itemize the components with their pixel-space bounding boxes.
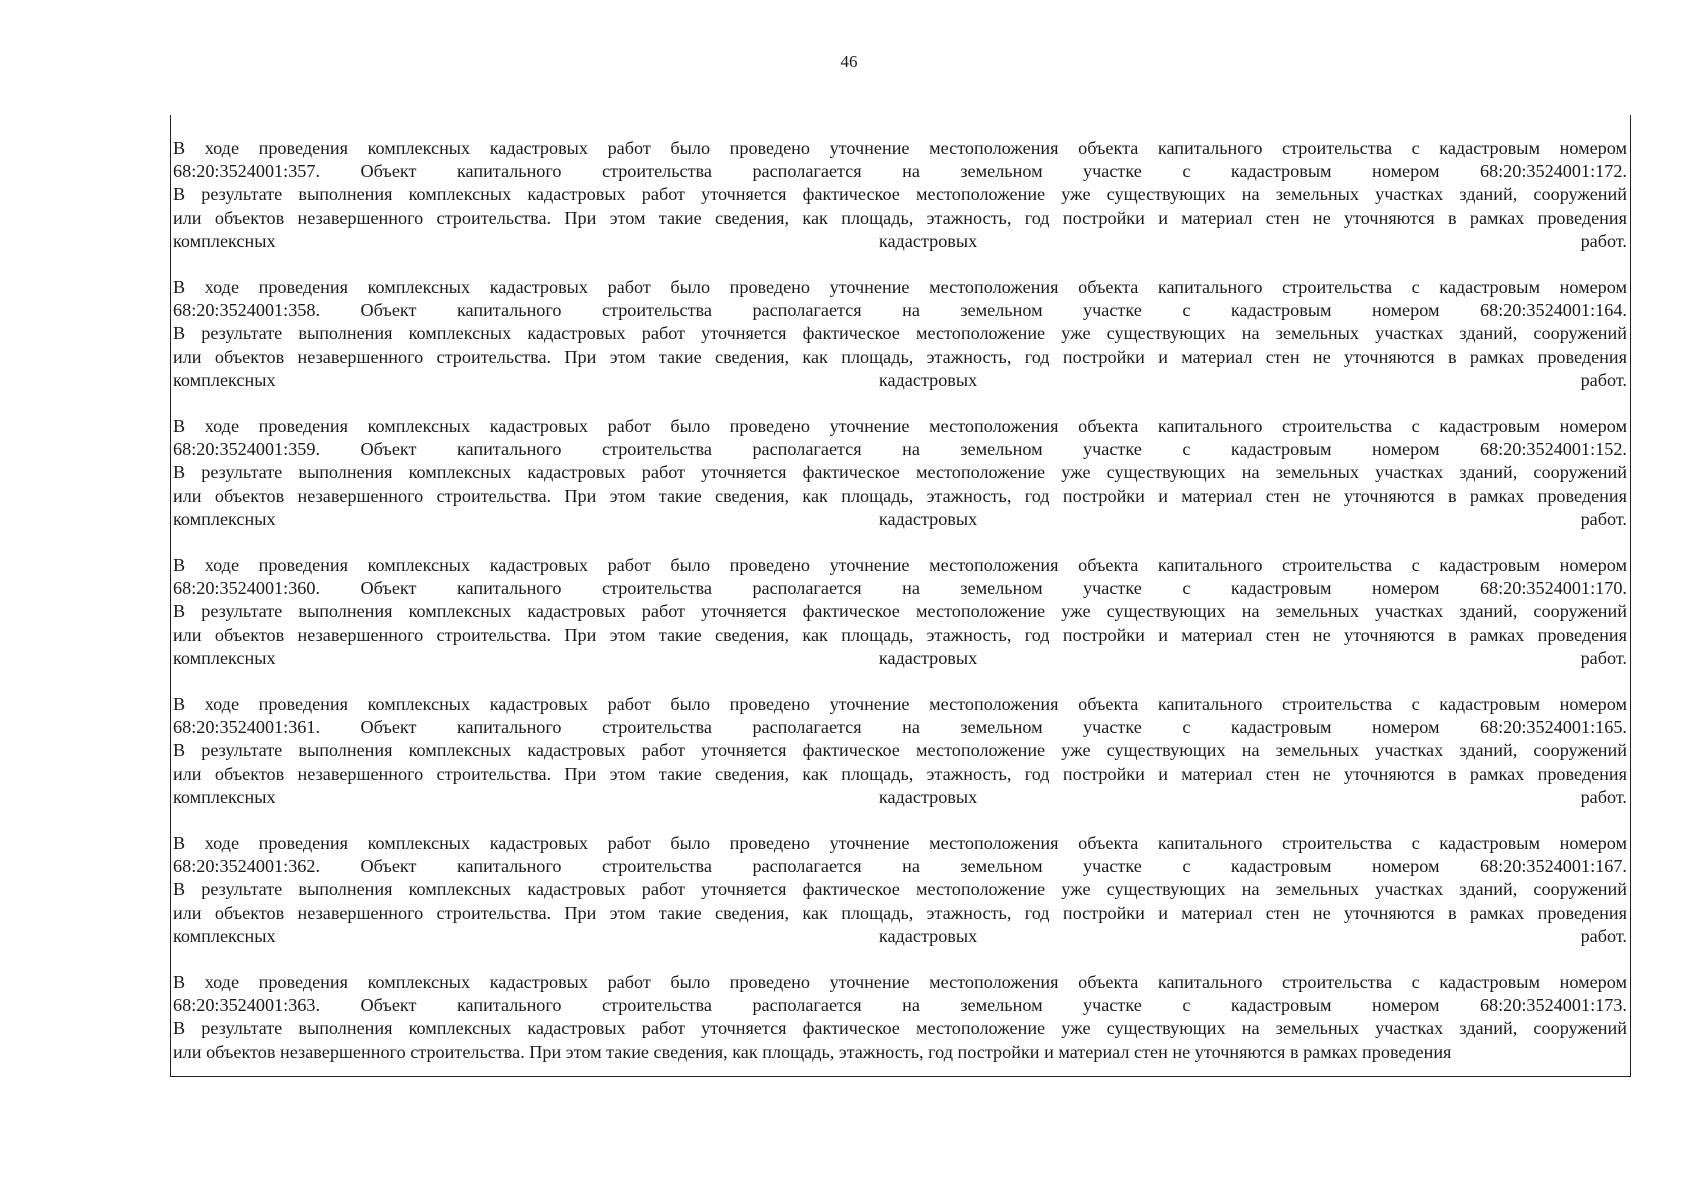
word: на xyxy=(902,856,920,877)
word: участке xyxy=(1083,161,1142,182)
paragraph-line: В ходе проведения комплексных кадастровых работ было проведено уточнение местоположения объекта капитального строительства с кадастровым номером xyxy=(173,416,1627,436)
word: участке xyxy=(1083,995,1142,1016)
paragraph-line: или объектов незавершенного строительства. При этом такие сведения, как площадь, этажность, год постройки и материал стен не уточняются в рамках проведения xyxy=(173,485,1627,506)
word: кадастровых xyxy=(878,647,978,668)
paragraph-line xyxy=(173,369,1627,392)
paragraph-line xyxy=(173,438,1627,461)
word: строительства xyxy=(601,439,712,460)
word: комплексных xyxy=(173,786,276,807)
word: строительства xyxy=(601,578,712,599)
word: 68:20:3524001:173. xyxy=(1479,995,1627,1016)
word: 68:20:3524001:167. xyxy=(1479,856,1627,877)
word: комплексных xyxy=(173,647,276,668)
word: капитального xyxy=(456,439,562,460)
cadastral-entry-paragraph xyxy=(173,554,1627,670)
paragraph-line xyxy=(173,855,1627,878)
word: кадастровым xyxy=(1230,439,1332,460)
word: 68:20:3524001:362. xyxy=(173,856,321,877)
word: номером xyxy=(1372,300,1440,321)
paragraph-line: или объектов незавершенного строительства. При этом такие сведения, как площадь, этажность, год постройки и материал стен не уточняются в рамках проведения xyxy=(173,346,1627,367)
word: Объект xyxy=(360,161,417,182)
word: комплексных xyxy=(173,925,276,946)
word: 68:20:3524001:359. xyxy=(173,439,321,460)
word: располагается xyxy=(752,161,862,182)
paragraph-line xyxy=(173,994,1627,1017)
paragraph-line xyxy=(173,508,1627,531)
word: земельном xyxy=(960,578,1043,599)
word: участке xyxy=(1083,300,1142,321)
paragraph-line xyxy=(173,577,1627,600)
word: Объект xyxy=(360,300,417,321)
word: 68:20:3524001:358. xyxy=(173,300,321,321)
word: комплексных xyxy=(173,230,276,251)
paragraph-line: В ходе проведения комплексных кадастровых работ было проведено уточнение местоположения объекта капитального строительства с кадастровым номером xyxy=(173,277,1627,297)
document-table-cell xyxy=(170,115,1631,1077)
word: капитального xyxy=(456,161,562,182)
cadastral-entry-paragraph xyxy=(173,693,1627,809)
word: комплексных xyxy=(173,508,276,529)
word: с xyxy=(1182,439,1191,460)
word: кадастровым xyxy=(1230,995,1332,1016)
word: 68:20:3524001:172. xyxy=(1479,161,1627,182)
word: земельном xyxy=(960,995,1043,1016)
paragraph-line xyxy=(173,230,1627,253)
word: участке xyxy=(1083,578,1142,599)
word: номером xyxy=(1372,578,1440,599)
word: располагается xyxy=(752,300,862,321)
cadastral-entry-paragraph xyxy=(173,832,1627,948)
word: кадастровых xyxy=(878,230,978,251)
word: 68:20:3524001:357. xyxy=(173,161,321,182)
word: строительства xyxy=(601,856,712,877)
paragraph-line: В результате выполнения комплексных кадастровых работ уточняется фактическое местоположение уже существующих на земельных участках зданий, сооружений xyxy=(173,1018,1627,1039)
paragraph-line xyxy=(173,647,1627,670)
word: кадастровым xyxy=(1230,717,1332,738)
word: располагается xyxy=(752,856,862,877)
word: с xyxy=(1182,300,1191,321)
paragraph-line: В результате выполнения комплексных кадастровых работ уточняется фактическое местоположение уже существующих на земельных участках зданий, сооружений xyxy=(173,184,1627,205)
word: с xyxy=(1182,717,1191,738)
paragraph-line: В ходе проведения комплексных кадастровых работ было проведено уточнение местоположения объекта капитального строительства с кадастровым номером xyxy=(173,694,1627,714)
paragraph-line: или объектов незавершенного строительства. При этом такие сведения, как площадь, этажность, год постройки и материал стен не уточняются в рамках проведения xyxy=(173,624,1627,645)
paragraph-line xyxy=(173,716,1627,739)
word: земельном xyxy=(960,717,1043,738)
word: Объект xyxy=(360,856,417,877)
word: 68:20:3524001:164. xyxy=(1479,300,1627,321)
word: Объект xyxy=(360,578,417,599)
word: с xyxy=(1182,161,1191,182)
word: номером xyxy=(1372,161,1440,182)
paragraph-line: В ходе проведения комплексных кадастровых работ было проведено уточнение местоположения объекта капитального строительства с кадастровым номером xyxy=(173,972,1627,992)
word: 68:20:3524001:361. xyxy=(173,717,321,738)
word: кадастровых xyxy=(878,786,978,807)
word: располагается xyxy=(752,717,862,738)
word: номером xyxy=(1372,856,1440,877)
word: строительства xyxy=(601,717,712,738)
word: работ. xyxy=(1580,647,1627,668)
word: кадастровым xyxy=(1230,856,1332,877)
word: 68:20:3524001:363. xyxy=(173,995,321,1016)
word: кадастровым xyxy=(1230,161,1332,182)
word: на xyxy=(902,578,920,599)
word: располагается xyxy=(752,995,862,1016)
paragraph-line xyxy=(173,299,1627,322)
word: работ. xyxy=(1580,230,1627,251)
paragraph-line: В ходе проведения комплексных кадастровых работ было проведено уточнение местоположения объекта капитального строительства с кадастровым номером xyxy=(173,555,1627,575)
word: кадастровых xyxy=(878,508,978,529)
paragraph-line xyxy=(173,925,1627,948)
word: на xyxy=(902,995,920,1016)
word: участке xyxy=(1083,856,1142,877)
word: строительства xyxy=(601,161,712,182)
word: Объект xyxy=(360,439,417,460)
word: на xyxy=(902,161,920,182)
word: Объект xyxy=(360,995,417,1016)
word: работ. xyxy=(1580,786,1627,807)
paragraph-line: В результате выполнения комплексных кадастровых работ уточняется фактическое местоположение уже существующих на земельных участках зданий, сооружений xyxy=(173,879,1627,900)
word: 68:20:3524001:165. xyxy=(1479,717,1627,738)
word: с xyxy=(1182,856,1191,877)
word: капитального xyxy=(456,717,562,738)
word: работ. xyxy=(1580,925,1627,946)
paragraph-line: В результате выполнения комплексных кадастровых работ уточняется фактическое местоположение уже существующих на земельных участках зданий, сооружений xyxy=(173,323,1627,344)
word: 68:20:3524001:152. xyxy=(1479,439,1627,460)
word: работ. xyxy=(1580,369,1627,390)
paragraph-line xyxy=(173,160,1627,183)
word: капитального xyxy=(456,995,562,1016)
word: капитального xyxy=(456,300,562,321)
word: участке xyxy=(1083,439,1142,460)
word: номером xyxy=(1372,717,1440,738)
word: капитального xyxy=(456,578,562,599)
word: кадастровым xyxy=(1230,578,1332,599)
word: на xyxy=(902,717,920,738)
paragraph-line: В результате выполнения комплексных кадастровых работ уточняется фактическое местоположение уже существующих на земельных участках зданий, сооружений xyxy=(173,462,1627,483)
word: земельном xyxy=(960,856,1043,877)
word: земельном xyxy=(960,439,1043,460)
paragraph-line: В результате выполнения комплексных кадастровых работ уточняется фактическое местоположение уже существующих на земельных участках зданий, сооружений xyxy=(173,740,1627,761)
word: с xyxy=(1182,578,1191,599)
page-number: 46 xyxy=(840,52,858,71)
word: капитального xyxy=(456,856,562,877)
word: на xyxy=(902,439,920,460)
cadastral-entry-paragraph xyxy=(173,415,1627,531)
word: кадастровым xyxy=(1230,300,1332,321)
word: работ. xyxy=(1580,508,1627,529)
word: строительства xyxy=(601,300,712,321)
word: кадастровых xyxy=(878,925,978,946)
word: строительства xyxy=(601,995,712,1016)
word: располагается xyxy=(752,439,862,460)
cadastral-entry-paragraph xyxy=(173,276,1627,392)
word: номером xyxy=(1372,995,1440,1016)
paragraph-line: или объектов незавершенного строительства. При этом такие сведения, как площадь, этажность, год постройки и материал стен не уточняются в рамках проведения xyxy=(173,207,1627,228)
word: на xyxy=(902,300,920,321)
paragraph-line: или объектов незавершенного строительства. При этом такие сведения, как площадь, этажность, год постройки и материал стен не уточняются в рамках проведения xyxy=(173,763,1627,784)
cadastral-entry-paragraph xyxy=(173,137,1627,253)
word: Объект xyxy=(360,717,417,738)
paragraph-line: В ходе проведения комплексных кадастровых работ было проведено уточнение местоположения объекта капитального строительства с кадастровым номером xyxy=(173,138,1627,158)
word: номером xyxy=(1372,439,1440,460)
word: комплексных xyxy=(173,369,276,390)
word: земельном xyxy=(960,161,1043,182)
word: с xyxy=(1182,995,1191,1016)
word: кадастровых xyxy=(878,369,978,390)
paragraph-line xyxy=(173,786,1627,809)
word: располагается xyxy=(752,578,862,599)
word: участке xyxy=(1083,717,1142,738)
word: земельном xyxy=(960,300,1043,321)
paragraph-line: или объектов незавершенного строительства. При этом такие сведения, как площадь, этажность, год постройки и материал стен не уточняются в рамках проведения xyxy=(173,902,1627,923)
cadastral-entry-paragraph xyxy=(173,971,1627,1064)
paragraph-line: В результате выполнения комплексных кадастровых работ уточняется фактическое местоположение уже существующих на земельных участках зданий, сооружений xyxy=(173,601,1627,622)
word: 68:20:3524001:170. xyxy=(1479,578,1627,599)
word: 68:20:3524001:360. xyxy=(173,578,321,599)
paragraph-line: В ходе проведения комплексных кадастровых работ было проведено уточнение местоположения объекта капитального строительства с кадастровым номером xyxy=(173,833,1627,853)
paragraph-line: или объектов незавершенного строительства. При этом такие сведения, как площадь, этажность, год постройки и материал стен не уточняются в рамках проведения xyxy=(173,1041,1452,1062)
